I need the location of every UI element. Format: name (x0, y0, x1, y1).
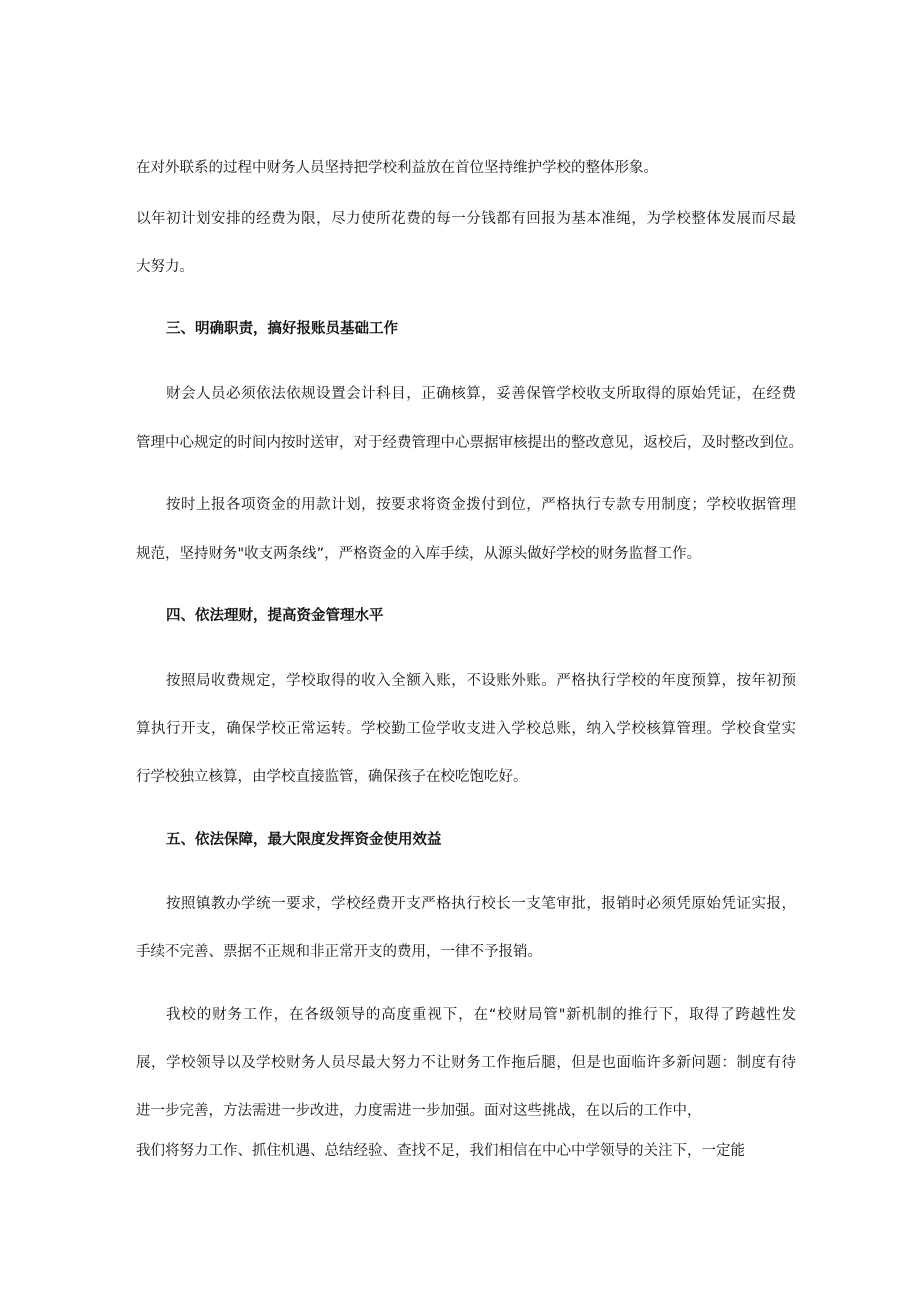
text-line: 在对外联系的过程中财务人员坚持把学校利益放在首位坚持维护学校的整体形象。 (136, 160, 658, 176)
text-line: 大努力。 (136, 259, 194, 275)
text-line: 行学校独立核算，由学校直接监管，确保孩子在校吃饱吃好。 (136, 769, 528, 785)
text-line: 进一步完善，方法需进一步改进，力度需进一步加强。面对这些挑战，在以后的工作中， (136, 1103, 702, 1119)
text-line: 以年初计划安排的经费为限，尽力使所花费的每一分钱都有回报为基本准绳，为学校整体发展而尽最 (136, 211, 796, 227)
section-heading-4: 四、依法理财，提高资金管理水平 (166, 608, 384, 624)
text-line: 规范，坚持财务"收支两条线”，严格资金的入库手续，从源头做好学校的财务监督工作。 (136, 546, 702, 562)
text-line: 按照局收费规定，学校取得的收入全额入账，不设账外账。严格执行学校的年度预算，按年初预 (166, 673, 796, 689)
text-line: 财会人员必须依法依规设置会计科目，正确核算，妥善保管学校收支所取得的原始凭证，在经费 (166, 386, 796, 402)
text-line: 按时上报各项资金的用款计划，按要求将资金拨付到位，严格执行专款专用制度；学校收据管理 (166, 497, 796, 513)
text-line: 手续不完善、票据不正规和非正常开支的费用，一律不予报销。 (136, 944, 542, 960)
text-line: 按照镇教办学统一要求，学校经费开支严格执行校长一支笔审批，报销时必须凭原始凭证实报， (166, 896, 796, 912)
text-line: 展，学校领导以及学校财务人员尽最大努力不让财务工作拖后腿，但是也面临许多新问题：制度有待 (136, 1055, 796, 1071)
text-line: 算执行开支，确保学校正常运转。学校勤工俭学收支进入学校总账，纳入学校核算管理。学校食堂实 (136, 721, 796, 737)
text-line: 我校的财务工作，在各级领导的高度重视下，在“校财局管"新机制的推行下，取得了跨越性发 (166, 1007, 796, 1023)
section-heading-3: 三、明确职责，搞好报账员基础工作 (166, 321, 398, 337)
text-line: 管理中心规定的时间内按时送审，对于经费管理中心票据审核提出的整改意见，返校后，及时整改到位。 (136, 435, 803, 451)
text-line: 我们将努力工作、抓住机遇、总结经验、查找不足，我们相信在中心中学领导的关注下，一定能 (136, 1143, 745, 1159)
section-heading-5: 五、依法保障，最大限度发挥资金使用效益 (166, 832, 442, 848)
